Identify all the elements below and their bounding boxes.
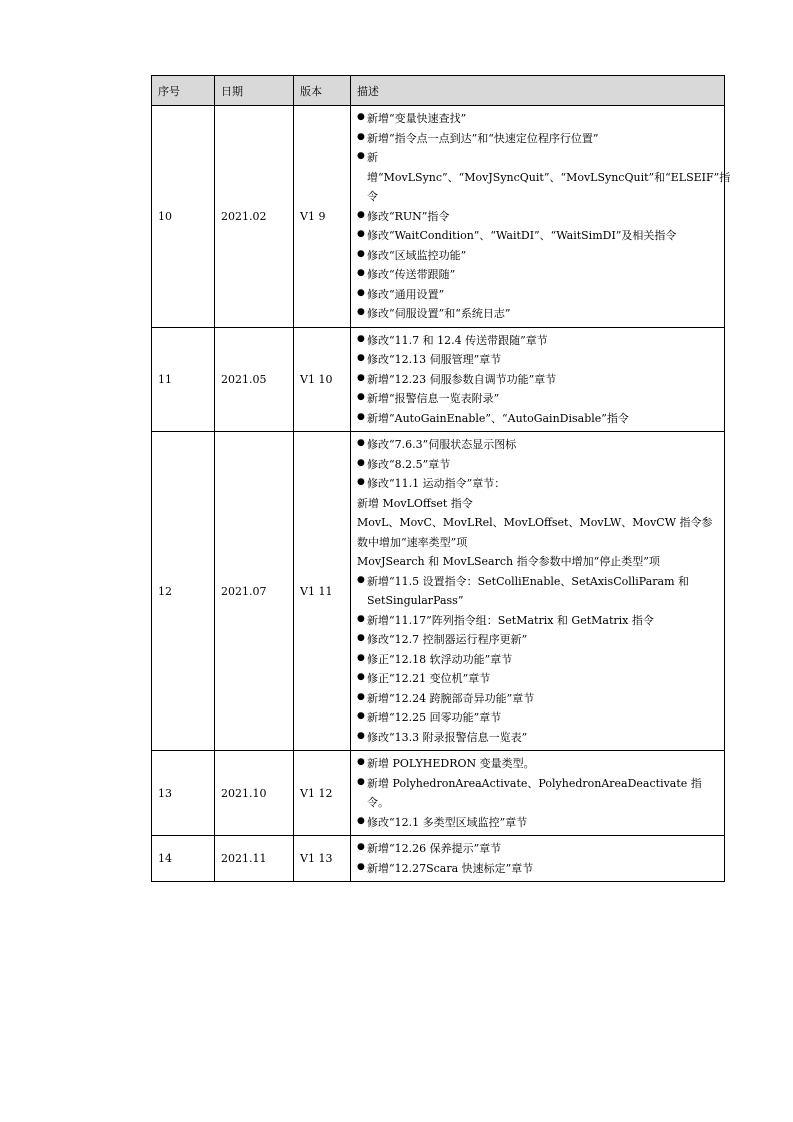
- bullet-icon: ●: [357, 112, 365, 122]
- table-row: [152, 327, 725, 432]
- change-item: [357, 611, 718, 631]
- change-item: [357, 630, 718, 650]
- revision-history-table: [151, 75, 731, 882]
- bullet-icon: ●: [357, 776, 365, 787]
- change-item: [357, 689, 718, 709]
- change-text: 新增 POLYHEDRON 变量类型。: [367, 757, 535, 770]
- bullet-icon: ●: [357, 287, 365, 298]
- bullet-icon: ●: [357, 372, 365, 383]
- bullet-icon: ●: [357, 711, 365, 721]
- bullet-icon: ●: [357, 411, 365, 422]
- header-version: 版本: [294, 76, 351, 106]
- change-text: 新增“12.23 伺服参数自调节功能”章节: [367, 372, 557, 386]
- bullet-icon: ●: [357, 861, 365, 872]
- row-date: 2021.07: [215, 432, 294, 751]
- header-date: 日期: [215, 76, 294, 106]
- change-list: [357, 109, 731, 324]
- change-item: [357, 669, 718, 689]
- change-item: [357, 389, 718, 409]
- row-date: 2021.10: [215, 751, 294, 836]
- row-description: [351, 327, 725, 432]
- bullet-icon: ●: [357, 229, 365, 239]
- row-description: [351, 836, 725, 882]
- row-number: 14: [152, 836, 215, 882]
- change-item: [357, 813, 718, 833]
- change-item: [357, 859, 718, 879]
- row-version: V1 11: [294, 432, 351, 751]
- change-text: 新增“报警信息一览表附录”: [367, 392, 500, 405]
- change-item: [357, 246, 718, 266]
- change-text: 修改“传送带跟随”: [367, 268, 456, 281]
- bullet-icon: ●: [357, 691, 365, 702]
- header-no: 序号: [152, 76, 215, 106]
- row-number: 13: [152, 751, 215, 836]
- change-item: [357, 728, 718, 748]
- bullet-icon: ●: [357, 633, 365, 643]
- bullet-icon: ●: [357, 457, 365, 468]
- change-text: 新增“12.24 跨腕部奇异功能”章节: [367, 691, 535, 705]
- change-text: 新增“MovLSync”、“MovJSyncQuit”、“MovLSyncQuit”和“ELSEIF”指令: [367, 151, 731, 203]
- change-item: [357, 474, 718, 572]
- change-item: [357, 226, 718, 246]
- change-item: [357, 572, 718, 611]
- change-item: [357, 129, 718, 149]
- change-item: [357, 708, 718, 728]
- bullet-icon: ●: [357, 842, 365, 852]
- row-description: [351, 106, 731, 328]
- change-item: [357, 455, 718, 475]
- row-description: [351, 751, 725, 836]
- bullet-icon: ●: [357, 672, 365, 682]
- bullet-icon: ●: [357, 248, 365, 259]
- change-list: [357, 754, 718, 832]
- change-text: 修改“7.6.3”伺服状态显示图标: [367, 438, 517, 451]
- change-text: 新增“12.25 回零功能”章节: [367, 711, 502, 724]
- bullet-icon: ●: [357, 815, 365, 826]
- change-list: [357, 331, 718, 429]
- row-number: 11: [152, 327, 215, 432]
- bullet-icon: ●: [357, 477, 365, 487]
- row-version: V1 12: [294, 751, 351, 836]
- change-text: 修改“11.7 和 12.4 传送带跟随”章节: [367, 333, 548, 347]
- change-text: 修改“WaitCondition”、“WaitDI”、“WaitSimDI”及相关指令: [367, 229, 677, 242]
- row-number: 10: [152, 106, 215, 328]
- change-text: 修正“12.18 软浮动功能”章节: [367, 652, 513, 666]
- row-number: 12: [152, 432, 215, 751]
- change-text: 修改“12.13 伺服管理”章节: [367, 353, 502, 366]
- change-text: 新增 PolyhedronAreaActivate、PolyhedronAreaDeactivate 指令。: [367, 776, 702, 809]
- change-item: [357, 331, 718, 351]
- change-item: [357, 370, 718, 390]
- bullet-icon: ●: [357, 392, 365, 402]
- table-body: [152, 106, 731, 882]
- change-text: 新增“指令点一点到达”和“快速定位程序行位置”: [367, 131, 599, 145]
- change-item: [357, 148, 731, 207]
- change-text: 修改“12.7 控制器运行程序更新”: [367, 633, 528, 646]
- change-sub-item: MovL、MovC、MovLRel、MovLOffset、MovLW、MovCW 指令参数中增加“速率类型”项: [357, 516, 713, 549]
- change-item: [357, 754, 718, 774]
- table-row: [152, 106, 725, 328]
- change-text: 修改“伺服设置”和“系统日志”: [367, 307, 511, 320]
- change-text: 新增“AutoGainEnable”、“AutoGainDisable”指令: [367, 411, 629, 425]
- change-text: 新增“变量快速查找”: [367, 112, 467, 125]
- change-text: 修正“12.21 变位机”章节: [367, 672, 491, 685]
- change-text: 新增“12.26 保养提示”章节: [367, 842, 502, 855]
- change-text: 新增“11.17”阵列指令组：SetMatrix 和 GetMatrix 指令: [367, 613, 654, 627]
- table-row: [152, 836, 725, 882]
- change-item: [357, 350, 718, 370]
- table-row: [152, 432, 725, 751]
- change-item: [357, 409, 718, 429]
- header-row: [152, 76, 725, 106]
- bullet-icon: ●: [357, 353, 365, 363]
- row-date: 2021.11: [215, 836, 294, 882]
- bullet-icon: ●: [357, 131, 365, 142]
- change-item: [357, 285, 718, 305]
- row-date: 2021.05: [215, 327, 294, 432]
- change-text: 修改“13.3 附录报警信息一览表”: [367, 730, 528, 744]
- bullet-icon: ●: [357, 268, 365, 278]
- bullet-icon: ●: [357, 333, 365, 344]
- row-date: 2021.02: [215, 106, 294, 328]
- change-text: 新增“11.5 设置指令：SetColliEnable、SetAxisColliParam 和 SetSingularPass”: [367, 574, 689, 607]
- change-item: [357, 109, 718, 129]
- change-text: 修改“通用设置”: [367, 287, 445, 301]
- change-text: 修改“RUN”指令: [367, 209, 450, 223]
- change-text: 修改“11.1 运动指令”章节：: [367, 477, 506, 490]
- row-version: V1 10: [294, 327, 351, 432]
- change-item: [357, 304, 718, 324]
- change-item: [357, 774, 718, 813]
- change-item: [357, 207, 718, 227]
- bullet-icon: ●: [357, 151, 365, 161]
- bullet-icon: ●: [357, 307, 365, 317]
- bullet-icon: ●: [357, 574, 365, 585]
- change-item: [357, 265, 718, 285]
- change-item: [357, 839, 718, 859]
- row-version: V1 13: [294, 836, 351, 882]
- row-version: V1 9: [294, 106, 351, 328]
- change-list: [357, 839, 718, 878]
- bullet-icon: ●: [357, 613, 365, 624]
- change-sub-item: 新增 MovLOffset 指令: [357, 496, 473, 510]
- change-sub-item: MovJSearch 和 MovLSearch 指令参数中增加“停止类型”项: [357, 555, 660, 568]
- header-description: 描述: [351, 76, 725, 106]
- change-item: [357, 650, 718, 670]
- change-text: 新增“12.27Scara 快速标定”章节: [367, 861, 534, 875]
- change-text: 修改“8.2.5”章节: [367, 457, 451, 471]
- change-item: [357, 435, 718, 455]
- bullet-icon: ●: [357, 652, 365, 663]
- table-row: [152, 751, 725, 836]
- table-header: [152, 76, 725, 106]
- bullet-icon: ●: [357, 209, 365, 220]
- row-description: [351, 432, 725, 751]
- bullet-icon: ●: [357, 730, 365, 741]
- bullet-icon: ●: [357, 757, 365, 767]
- bullet-icon: ●: [357, 438, 365, 448]
- change-text: 修改“区域监控功能”: [367, 248, 467, 262]
- change-text: 修改“12.1 多类型区域监控”章节: [367, 815, 528, 829]
- change-list: [357, 435, 718, 747]
